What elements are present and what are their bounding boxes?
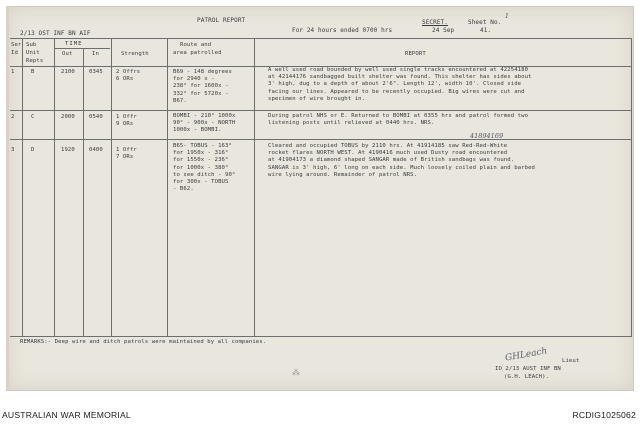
row1-out: 2100	[61, 69, 75, 75]
col-repts: Repts	[26, 58, 44, 64]
report-date: 24 Sep	[432, 27, 455, 34]
row2-unit: C	[31, 114, 35, 120]
col-divider-6	[254, 38, 255, 336]
col-route-1: Route and	[180, 42, 212, 48]
table-top-rule	[10, 38, 632, 39]
remarks: REMARKS:- Deep wire and ditch patrols were maintained by all companies.	[20, 339, 267, 345]
unit-title: 2/13 OST INF BN AIF	[20, 30, 91, 37]
row1-unit: B	[31, 69, 35, 75]
col-sub: Sub	[26, 42, 37, 48]
handwritten-signature: GHLeach	[504, 346, 549, 364]
row1-route: B69 - 148 degrees for 2940 x - 238° for 1600x - 332° for 5720x - B67.	[173, 69, 232, 104]
ink-mark: ⁂	[292, 368, 300, 377]
signature-appointment: IO 2/13 AUST INF BN	[495, 366, 561, 372]
sheet-number: 1	[505, 13, 509, 20]
footer-record-id: RCDIG1025062	[572, 410, 636, 420]
row3-route: B65- TOBUS - 163° for 1950x - 316° for 1550x - 236° for 1000x - 380° to see ditch - 90° for 300x - TOBUS - B62.	[173, 143, 236, 193]
row1-report: A well used road bounded by well used single tracks encountered at 42254180 at 42144176 sandbagged built shelter was found. This shelter has sides about 3' high, dug to a depth of about 2'6". Length 12', width 10'. Closed side facing our lines. Appeared to be recently occupied. Big wires were cut and specimen of wire brought in.	[268, 67, 532, 102]
row1-in: 0345	[89, 69, 103, 75]
col-divider-1	[22, 38, 23, 336]
col-time: TIME	[65, 41, 83, 47]
report-title: PATROL REPORT	[197, 17, 246, 24]
row3-in: 0400	[89, 147, 103, 153]
report-period: For 24 hours ended 0700 hrs	[292, 27, 393, 34]
row-rule-2	[10, 139, 632, 140]
row1-strength: 2 Offrs 6 ORs	[116, 69, 141, 83]
classification: SECRET.	[422, 19, 448, 26]
footer-institution: AUSTRALIAN WAR MEMORIAL	[2, 410, 131, 420]
col-id: Id	[11, 50, 18, 56]
row3-report: Cleared and occupied TOBUS by 2110 hrs. At 41914185 saw Red-Red-White rocket flares NORTH WEST. At 4190416 much used Dusty road encountered at 41904173 a diamond shaped SANGAR made of British sandbags was found. SANGAR is 3' high, 6' long on each side. Much loosely coiled plain and barbed wire lying around. Remainder of patrol NRS.	[268, 143, 536, 178]
col-strength: Strength	[121, 51, 149, 57]
col-in: In	[92, 51, 99, 57]
report-year: 41.	[480, 27, 492, 34]
row2-out: 2000	[61, 114, 75, 120]
col-divider-2	[54, 38, 55, 336]
row3-out: 1920	[61, 147, 75, 153]
col-report: REPORT	[405, 51, 426, 57]
sheet-edge	[6, 6, 9, 389]
row3-unit: D	[31, 147, 35, 153]
row2-report: During patrol NHS or E. Returned to BOMBI at 0355 hrs and patrol formed two listening posts until relieved at 0440 hrs. NRS.	[268, 113, 529, 127]
signature-name: (G.H. LEACH).	[504, 374, 550, 380]
row2-strength: 1 Offr 9 ORs	[116, 114, 137, 128]
row-rule-1	[10, 110, 632, 111]
row3-strength: 1 Offr 7 ORs	[116, 147, 137, 161]
col-divider-3	[83, 48, 84, 336]
col-serial: Ser	[11, 42, 22, 48]
col-unit: Unit	[26, 50, 40, 56]
row2-in: 0540	[89, 114, 103, 120]
col-divider-4	[111, 38, 112, 336]
sheet-label: Sheet No.	[468, 19, 502, 26]
table-bottom-rule	[10, 336, 632, 337]
row2-ser: 2	[11, 114, 15, 120]
row2-route: BOMBI - 210° 1000x 90° - 900x - NORTH 1000x - BOMBI.	[173, 113, 236, 134]
col-divider-right	[631, 38, 632, 336]
handwritten-grid-reference: 41894169	[470, 132, 504, 140]
col-out: Out	[62, 51, 73, 57]
row3-ser: 3	[11, 147, 15, 153]
col-divider-5	[167, 38, 168, 336]
signature-rank: Lieut	[562, 358, 580, 364]
document-sheet	[6, 6, 634, 391]
col-route-2: area patrolled	[173, 50, 222, 56]
row1-ser: 1	[11, 69, 15, 75]
